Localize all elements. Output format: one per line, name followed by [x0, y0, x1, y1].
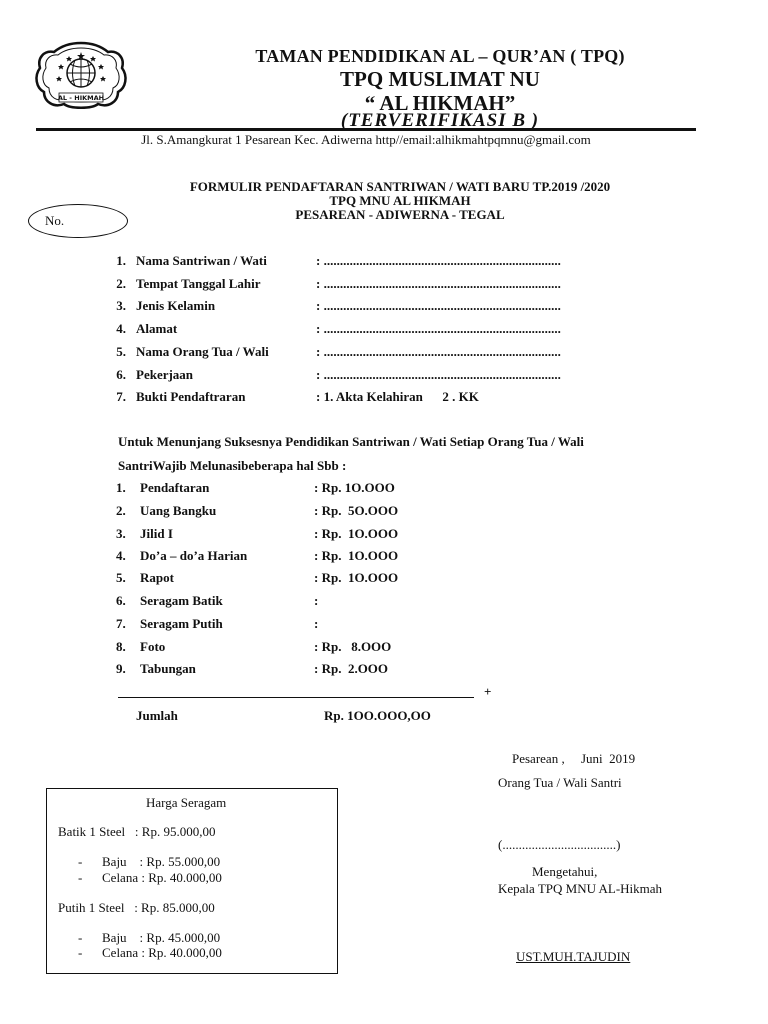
field-value[interactable]: : ......................................................................... [316, 298, 561, 313]
price-putih: Putih 1 Steel : Rp. 85.000,00 [58, 900, 215, 915]
requirements-paragraph-1: Untuk Menunjang Suksesnya Pendidikan Santriwan / Wati Setiap Orang Tua / Wali [118, 434, 584, 449]
cost-label: Do’a – do’a Harian [140, 548, 248, 563]
field-label: Bukti Pendaftraran [136, 389, 246, 404]
dash: - [78, 945, 83, 960]
field-label: Tempat Tanggal Lahir [136, 276, 261, 291]
header-line-1: TAMAN PENDIDIKAN AL – QUR’AN ( TPQ) [255, 46, 625, 66]
cost-num: 9. [116, 661, 126, 676]
cost-value: : Rp. 2.OOO [314, 661, 389, 676]
field-num: 6. [116, 367, 126, 382]
cost-value: : Rp. 1O.OOO [314, 548, 399, 563]
cost-value: : [314, 616, 319, 631]
price-box-title: Harga Seragam [146, 795, 227, 810]
number-oval [28, 204, 128, 238]
field-label: Nama Orang Tua / Wali [136, 344, 269, 359]
total-label: Jumlah [136, 708, 178, 723]
place-date: Pesarean , Juni 2019 [512, 751, 636, 766]
cost-value: : [314, 593, 319, 608]
price-batik: Batik 1 Steel : Rp. 95.000,00 [58, 824, 216, 839]
header-verification: (TERVERIFIKASI B ) [340, 110, 540, 131]
total-value: Rp. 1OO.OOO,OO [324, 708, 431, 723]
header-divider [36, 128, 696, 131]
parent-signature-label: Orang Tua / Wali Santri [498, 775, 622, 790]
field-num: 7. [116, 389, 126, 404]
price-batik-celana: Celana : Rp. 40.000,00 [102, 870, 222, 885]
cost-num: 8. [116, 639, 126, 654]
cost-label: Tabungan [140, 661, 196, 676]
cost-num: 4. [116, 548, 126, 563]
cost-value: : Rp. 8.OOO [314, 639, 392, 654]
parent-signature-blank: (...................................) [498, 837, 621, 852]
field-label: Nama Santriwan / Wati [136, 253, 267, 268]
number-label: No. [45, 213, 65, 228]
price-putih-baju: Baju : Rp. 45.000,00 [102, 930, 221, 945]
field-num: 2. [116, 276, 126, 291]
header-address: Jl. S.Amangkurat 1 Pesarean Kec. Adiwerna http//email:alhikmahtpqmnu@gmail.com [141, 132, 591, 147]
cost-label: Pendaftaran [140, 480, 210, 495]
header-line-2: TPQ MUSLIMAT NU [340, 67, 540, 91]
field-value[interactable]: : ......................................................................... [316, 321, 561, 336]
cost-num: 1. [116, 480, 126, 495]
cost-label: Foto [140, 639, 166, 654]
field-num: 1. [116, 253, 126, 268]
form-title-2: TPQ MNU AL HIKMAH [329, 193, 471, 208]
cost-label: Jilid I [140, 526, 173, 541]
sum-plus-sign: + [484, 684, 492, 699]
dash: - [78, 854, 83, 869]
cost-value: : Rp. 1O.OOO [314, 526, 399, 541]
dash: - [78, 930, 83, 945]
cost-value: : Rp. 5O.OOO [314, 503, 399, 518]
mengetahui-label: Mengetahui, [532, 864, 598, 879]
price-batik-baju: Baju : Rp. 55.000,00 [102, 854, 221, 869]
header-line-3: “ AL HIKMAH” [364, 91, 516, 115]
form-title-1: FORMULIR PENDAFTARAN SANTRIWAN / WATI BARU TP.2019 /2020 [189, 179, 611, 194]
head-name: UST.MUH.TAJUDIN [516, 949, 631, 964]
field-value[interactable]: : ......................................................................... [316, 344, 561, 359]
field-num: 3. [116, 298, 126, 313]
cost-label: Uang Bangku [140, 503, 217, 518]
field-label: Pekerjaan [136, 367, 194, 382]
cost-value: : Rp. 1O.OOO [314, 570, 399, 585]
field-value[interactable]: : ......................................................................... [316, 367, 561, 382]
price-putih-celana: Celana : Rp. 40.000,00 [102, 945, 222, 960]
field-num: 5. [116, 344, 126, 359]
field-value[interactable]: : ......................................................................... [316, 276, 561, 291]
requirements-paragraph-2: SantriWajib Melunasibeberapa hal Sbb : [118, 458, 347, 473]
form-title-3: PESAREAN - ADIWERNA - TEGAL [295, 207, 505, 222]
field-label: Alamat [136, 321, 178, 336]
cost-label: Seragam Putih [140, 616, 223, 631]
field-label: Jenis Kelamin [136, 298, 216, 313]
dash: - [78, 870, 83, 885]
cost-label: Seragam Batik [140, 593, 223, 608]
field-value: : 1. Akta Kelahiran 2 . KK [316, 389, 479, 404]
cost-num: 3. [116, 526, 126, 541]
head-title: Kepala TPQ MNU AL-Hikmah [498, 881, 663, 896]
cost-num: 7. [116, 616, 126, 631]
field-value[interactable]: : ......................................................................... [316, 253, 561, 268]
cost-num: 2. [116, 503, 126, 518]
cost-label: Rapot [140, 570, 174, 585]
tpq-logo [32, 40, 130, 112]
cost-num: 6. [116, 593, 126, 608]
sum-line [118, 697, 474, 698]
cost-value: : Rp. 1O.OOO [314, 480, 395, 495]
field-num: 4. [116, 321, 126, 336]
cost-num: 5. [116, 570, 126, 585]
logo-text: AL - HIKMAH [57, 94, 105, 102]
